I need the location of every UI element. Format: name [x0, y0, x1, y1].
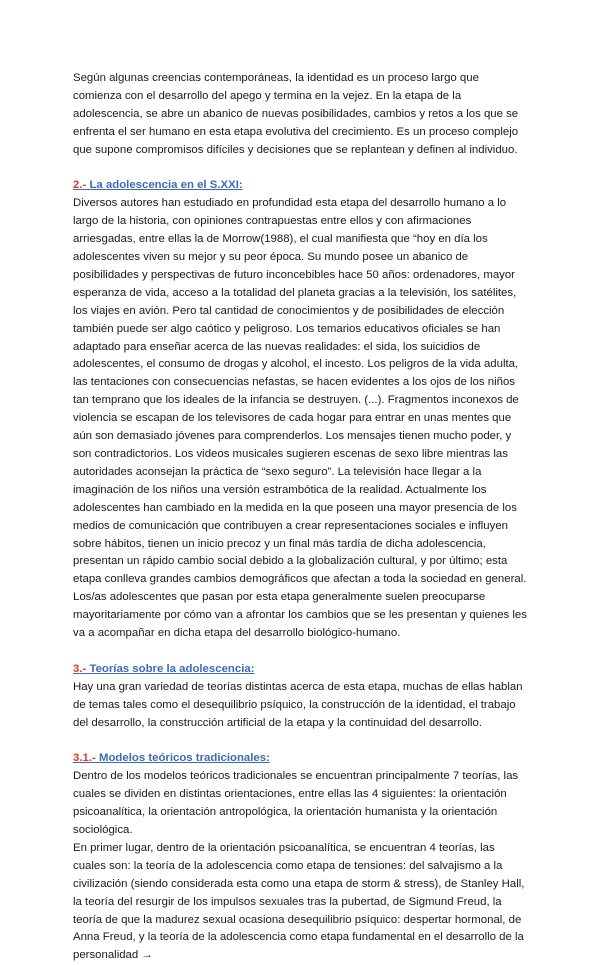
document-body	[73, 70, 528, 965]
section-2-title: La adolescencia en el S.XXI:	[86, 179, 243, 192]
section-2-heading	[73, 177, 528, 195]
section-2-number: 2.-	[73, 179, 87, 192]
section-3-1-title: Modelos teóricos tradicionales:	[95, 752, 270, 765]
section-3-title: Teorías sobre la adolescencia:	[86, 662, 255, 675]
section-3-1-heading	[73, 750, 528, 768]
section-3-heading	[73, 661, 528, 679]
section-3-1-paragraph-2: En primer lugar, dentro de la orientación psicoanalítica, se encuentran 4 teorías, las cuales son: la teoría de la adolescencia como etapa de tensiones: del salvajismo a la civilización (siendo considerada esta como una etapa de storm & stress), de Stanley Hall, la teoría del resurgir de los impulsos sexuales tras la pubertad, de Sigmund Freud, la teoría de que la madurez sexual ocasiona desequilibrio psíquico: despertar hormonal, de Anna Freud, y la teoría de la adolescencia como etapa fundamental en el desarrollo de la personalidad →	[73, 841, 525, 962]
section-3-paragraph: Hay una gran variedad de teorías distintas acerca de esta etapa, muchas de ellas hablan de temas tales como el desequilibrio psíquico, la construcción de la identidad, el trabajo del desarrollo, la construcción artificial de la etapa y la continuidad del desarrollo.	[73, 680, 523, 729]
section-3-1-paragraph-1: Dentro de los modelos teóricos tradicionales se encuentran principalmente 7 teorías, las cuales se dividen en distintas orientaciones, entre ellas las 4 siguientes: la orientación psicoanalítica, la orientación antropológica, la orientación humanista y la orientación sociológica.	[73, 770, 519, 837]
section-3-number: 3.-	[73, 662, 87, 675]
section-3-1-number: 3.1.-	[73, 752, 96, 765]
section-2-paragraph: Diversos autores han estudiado en profundidad esta etapa del desarrollo humano a lo largo de la historia, con opiniones contrapuestas entre ellos y con afirmaciones arriesgadas, entre ellas la de Morrow(1988), el cual manifiesta que “hoy en día los adolescentes viven su mejor y su peor época. Su mundo posee un abanico de posibilidades y perspectivas de futuro inconcebibles hace 50 años: ordenadores, mayor esperanza de vida, acceso a la totalidad del planeta gracias a la televisión, los satélites, los viajes en avión. Pero tal cantidad de conocimientos y de posibilidades de elección también puede ser algo caótico y peligroso. Los temarios educativos oficiales se han adaptado para enseñar acerca de las nuevas realidades: el sida, los suicidios de adolescentes, el consumo de drogas y alcohol, el incesto. Los peligros de la vida adulta, las tentaciones con consecuencias nefastas, se hacen evidentes a los ojos de los niños tan temprano que los ideales de la infancia se destruyen. (...). Fragmentos inconexos de violencia se escapan de los televisores de cada hogar para entrar en unas mentes que aún son demasiado jóvenes para comprenderlos. Los mensajes tienen mucho poder, y son contradictorios. Los videos musicales sugieren escenas de sexo libre mientras las autoridades aconsejan la práctica de “sexo seguro”. La televisión hace llegar a la imaginación de los niños una versión estrambótica de la realidad. Actualmente los adolescentes han cambiado en la medida en la que poseen una mayor presencia de los medios de comunicación que contribuyen a crear representaciones sociales e influyen sobre hábitos, tienen un inicio precoz y un final más tardía de dicha adolescencia, presentan un rápido cambio social debido a la globalización cultural, y por último; esta etapa conlleva grandes cambios demográficos que afectan a toda la sociedad en general. Los/as adolescentes que pasan por esta etapa generalmente suelen preocuparse mayoritariamente por cómo van a afrontar los cambios que se les presentan y quienes les va a acompañar en dicha etapa del desarrollo biológico-humano.	[73, 197, 527, 640]
intro-paragraph: Según algunas creencias contemporáneas, la identidad es un proceso largo que comienza con el desarrollo del apego y termina en la vejez. En la etapa de la adolescencia, se abre un abanico de nuevas posibilidades, cambios y retos a los que se enfrenta el ser humano en esta etapa evolutiva del crecimiento. Es un proceso complejo que supone compromisos difíciles y decisiones que se replantean y definen al individuo.	[73, 72, 519, 156]
